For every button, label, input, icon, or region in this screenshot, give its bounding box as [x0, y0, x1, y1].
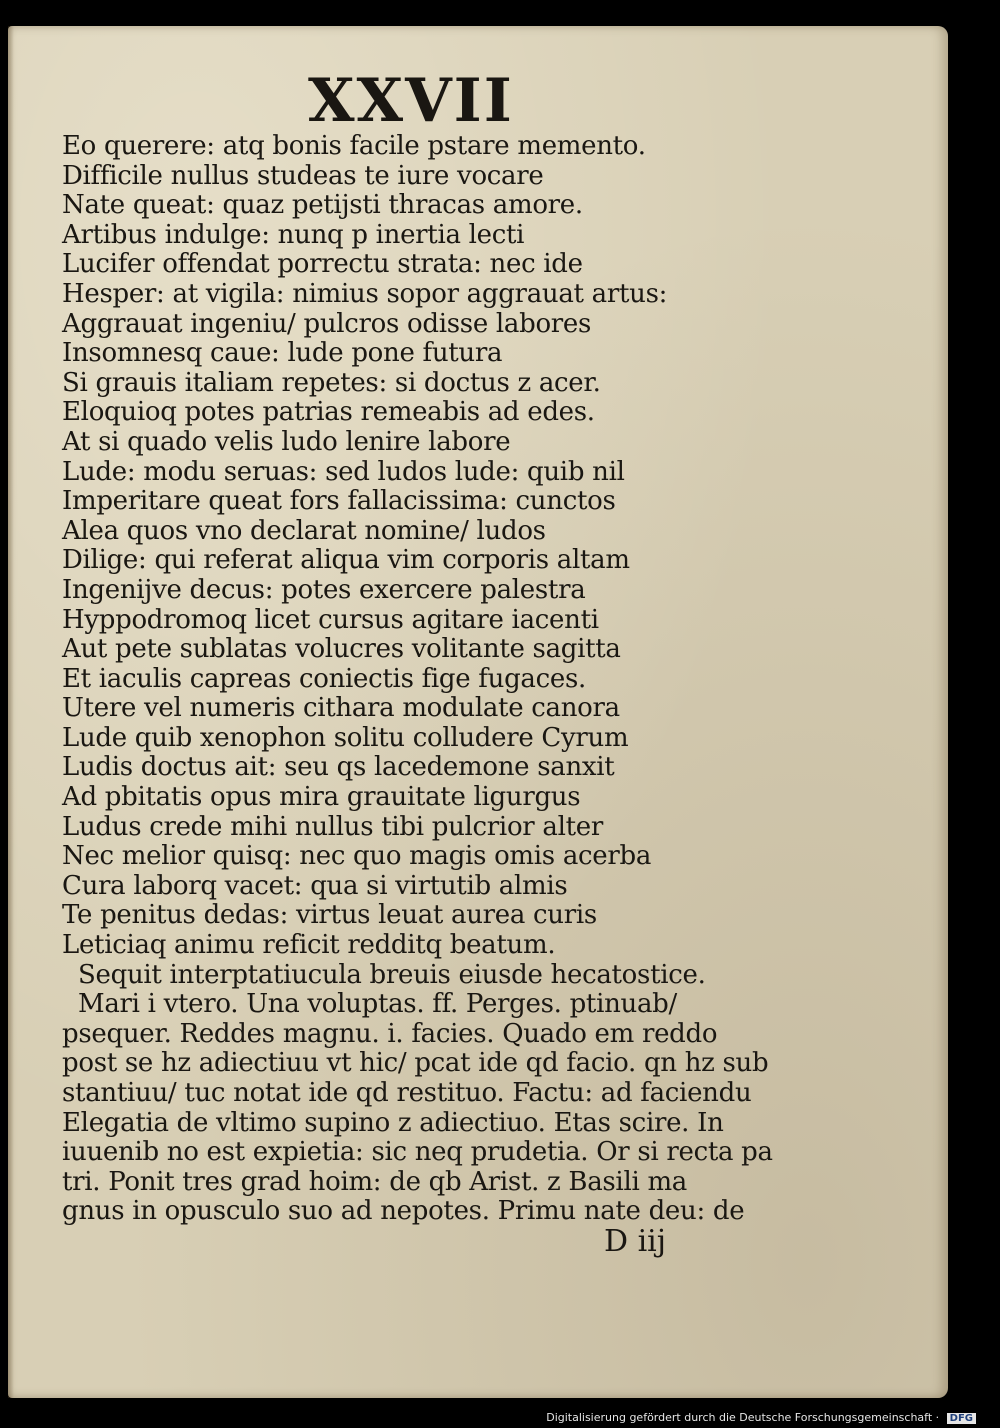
text-line: Lucifer offendat porrectu strata: nec ide [62, 249, 583, 280]
text-line: Insomnesq caue: lude pone futura [62, 338, 503, 369]
text-line: Et iaculis capreas coniectis fige fugaces. [62, 663, 586, 694]
folio-number: XXVII [308, 66, 514, 136]
text-line: Imperitare queat fors fallacissima: cunctos [62, 486, 616, 517]
text-block [62, 132, 922, 1227]
signature-mark: D iij [604, 1224, 667, 1259]
text-line: Lude: modu seruas: sed ludos lude: quib nil [62, 456, 625, 487]
text-line: Hyppodromoq licet cursus agitare iacenti [62, 604, 599, 635]
text-line: Nate queat: quaz petijsti thracas amore. [62, 190, 583, 221]
credit-text: Digitalisierung gefördert durch die Deutsche Forschungsgemeinschaft [546, 1411, 933, 1424]
commentary-line: Elegatia de vltimo supino z adiectiuo. Etas scire. In [62, 1107, 724, 1138]
book-page [8, 26, 948, 1398]
text-line: Si grauis italiam repetes: si doctus z acer. [62, 367, 601, 398]
text-line: Aggrauat ingeniu/ pulcros odisse labores [62, 308, 592, 339]
dfg-logo: DFG [947, 1413, 976, 1424]
text-line: Cura laborq vacet: qua si virtutib almis [62, 870, 568, 901]
text-line: Ludus crede mihi nullus tibi pulcrior alter [62, 811, 603, 842]
text-line: Alea quos vno declarat nomine/ ludos [62, 515, 546, 546]
text-line: Aut pete sublatas volucres volitante sagitta [62, 634, 621, 665]
commentary-line: post se hz adiectiuu vt hic/ pcat ide qd facio. qn hz sub [62, 1048, 769, 1079]
text-line: At si quado velis ludo lenire labore [62, 426, 511, 457]
text-line: Ingenijve decus: potes exercere palestra [62, 574, 586, 605]
text-line: Artibus indulge: nunq p inertia lecti [62, 219, 525, 250]
text-line: Leticiaq animu reficit redditq beatum. [62, 930, 556, 961]
text-line: Hesper: at vigila: nimius sopor aggrauat artus: [62, 278, 668, 309]
text-line: Ad pbitatis opus mira grauitate ligurgus [62, 782, 581, 813]
commentary-line: gnus in opusculo suo ad nepotes. Primu nate deu: de [62, 1196, 745, 1227]
page-gutter-shadow [8, 26, 14, 1398]
text-line: Difficile nullus studeas te iure vocare [62, 160, 544, 191]
commentary-line: iuuenib no est expietia: sic neq prudetia. Or si recta pa [62, 1137, 773, 1168]
commentary-heading: Sequit interptatiucula breuis eiusde hecatostice. [78, 959, 706, 990]
commentary-line: psequer. Reddes magnu. i. facies. Quado em reddo [62, 1018, 718, 1049]
digitization-credit: Digitalisierung gefördert durch die Deutsche Forschungsgemeinschaft · DFG [546, 1411, 976, 1424]
text-line: Lude quib xenophon solitu colludere Cyrum [62, 722, 629, 753]
text-line: Utere vel numeris cithara modulate canora [62, 693, 620, 724]
text-line: Dilige: qui referat aliqua vim corporis altam [62, 545, 630, 576]
text-line: Eloquioq potes patrias remeabis ad edes. [62, 397, 595, 428]
text-line: Eo querere: atq bonis facile pstare memento. [62, 131, 646, 161]
text-line: Te penitus dedas: virtus leuat aurea curis [62, 900, 597, 931]
commentary-line: tri. Ponit tres grad hoim: de qb Arist. z Basili ma [62, 1166, 688, 1197]
text-line: Nec melior quisq: nec quo magis omis acerba [62, 841, 652, 872]
commentary-line: Mari i vtero. Una voluptas. ff. Perges. ptinuab/ [78, 989, 677, 1020]
text-line: Ludis doctus ait: seu qs lacedemone sanxit [62, 752, 615, 783]
commentary-line: stantiuu/ tuc notat ide qd restituo. Factu: ad faciendu [62, 1078, 752, 1108]
